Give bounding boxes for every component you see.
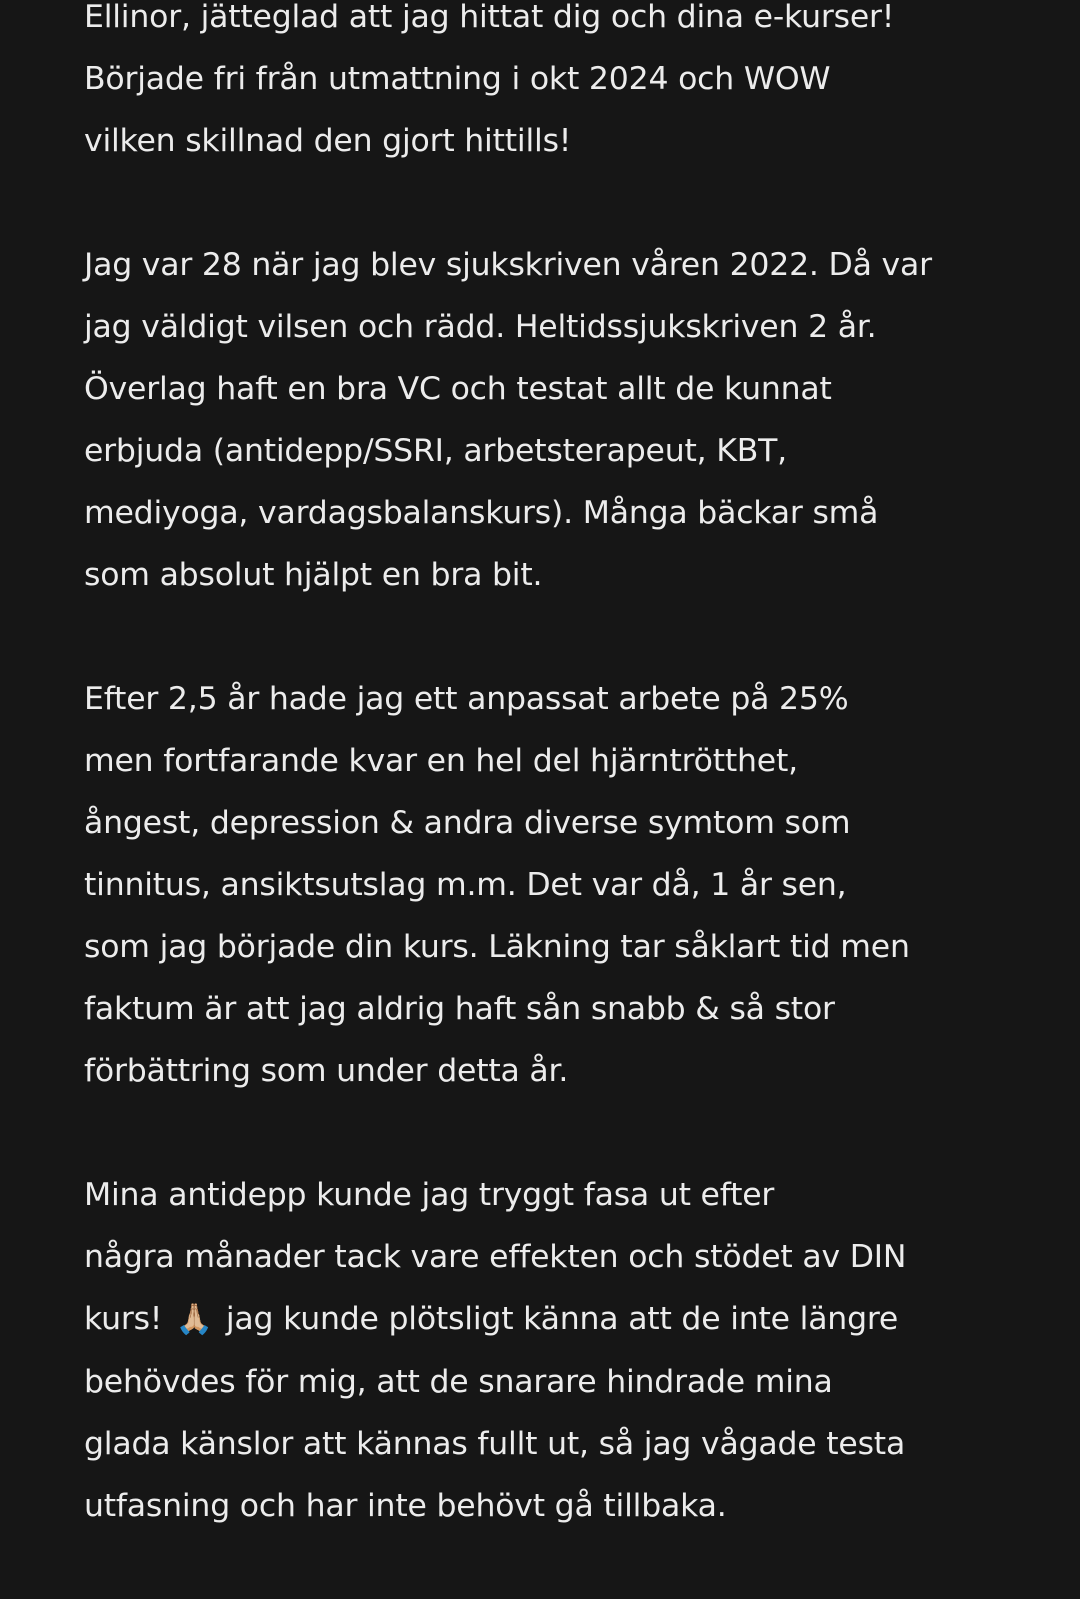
praying-hands-icon: 🙏🏼: [175, 1302, 213, 1337]
text-line: utfasning och har inte behövt gå tillbaka.: [84, 1488, 727, 1524]
paragraph: [84, 0, 1044, 172]
text-line: erbjuda (antidepp/SSRI, arbetsterapeut, KBT,: [84, 433, 787, 469]
text-line: jag väldigt vilsen och rädd. Heltidssjukskriven 2 år.: [84, 309, 877, 345]
text-line: Efter 2,5 år hade jag ett anpassat arbete på 25%: [84, 681, 849, 717]
message-body: [84, 0, 1044, 1599]
text-line: Mina antidepp kunde jag tryggt fasa ut efter: [84, 1177, 775, 1213]
text-line: som jag började din kurs. Läkning tar såklart tid men: [84, 929, 910, 965]
text-line: som absolut hjälpt en bra bit.: [84, 557, 543, 593]
text-line: några månader tack vare effekten och stödet av DIN: [84, 1239, 907, 1275]
text-line: faktum är att jag aldrig haft sån snabb & så stor: [84, 991, 835, 1027]
text-line: Ellinor, jätteglad att jag hittat dig och dina e-kurser!: [84, 0, 895, 35]
text-line: Överlag haft en bra VC och testat allt de kunnat: [84, 371, 832, 407]
text-segment: jag kunde plötsligt känna att de inte längre: [216, 1301, 899, 1337]
text-line: glada känslor att kännas fullt ut, så jag vågade testa: [84, 1426, 906, 1462]
text-line: förbättring som under detta år.: [84, 1053, 569, 1089]
paragraph: [84, 668, 1044, 1102]
text-line: Jag var 28 när jag blev sjukskriven våren 2022. Då var: [84, 247, 932, 283]
text-line: tinnitus, ansiktsutslag m.m. Det var då, 1 år sen,: [84, 867, 847, 903]
text-segment: kurs!: [84, 1301, 173, 1337]
paragraph: [84, 1164, 1044, 1537]
text-line: mediyoga, vardagsbalanskurs). Många bäckar små: [84, 495, 879, 531]
text-line: Började fri från utmattning i okt 2024 och WOW: [84, 61, 831, 97]
text-line: ångest, depression & andra diverse symtom som: [84, 805, 851, 841]
text-line: vilken skillnad den gjort hittills!: [84, 123, 572, 159]
paragraph: [84, 234, 1044, 606]
text-line: behövdes för mig, att de snarare hindrade mina: [84, 1364, 833, 1400]
text-line-with-emoji: [84, 1288, 1044, 1351]
text-line: men fortfarande kvar en hel del hjärntrötthet,: [84, 743, 798, 779]
